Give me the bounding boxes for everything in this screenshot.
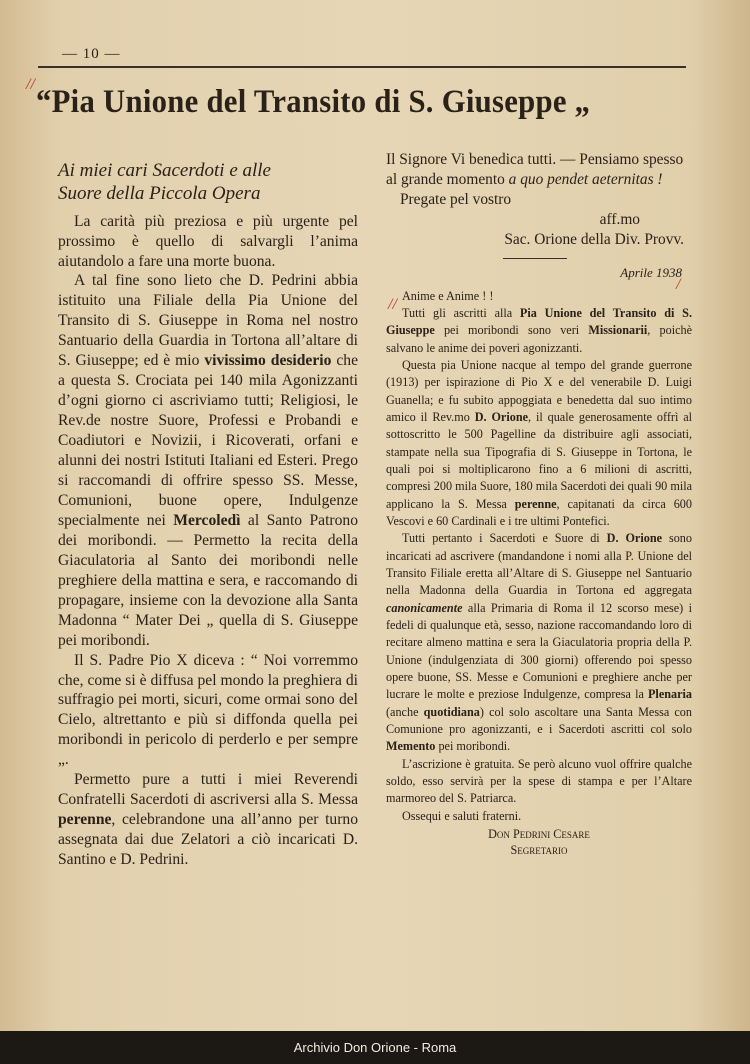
text-run: alla Primaria di Roma il 12 scorso mese) i fedeli di qualunque età, sesso, nazione raccomandando loro di recitare almeno mattina e sera la Giaculatoria propria della P. Unione (indulgenziata di 300 giorni) offerendo poi spesso opere buone, SS. Messe e Comunioni e preghiere anche per lucrare le molte e preziose Indulgenze, compresa la [386, 600, 692, 702]
blessing-text [386, 150, 692, 190]
text-run: che a questa S. Crociata pei 140 mila Agonizzanti d’ogni giorno ci ascriviamo tutti; Religiosi, le Rev.de nostre Suore, Professi e Probandi e Coadiutori e Novizii, i Ricoverati, orfani e alunni dei nostri Istituti Italiani ed Esteri. Prego si raccomandi di offrire spesso SS. Messe, Comunioni, buone opere, Indulgenze specialmente nei [58, 352, 358, 529]
margin-mark-icon: / [676, 276, 681, 293]
letter-body [58, 212, 358, 870]
margin-mark-icon: // [26, 76, 35, 93]
header-rule [38, 66, 686, 68]
text-run: canonicamente [386, 600, 463, 615]
text-run: (anche [386, 704, 424, 719]
article-paragraph [386, 288, 692, 305]
text-run: perenne [58, 811, 112, 829]
greeting-line-2: Suore della Piccola Opera [58, 182, 261, 204]
greeting-line-1: Ai miei cari Sacerdoti e alle [58, 160, 271, 181]
text-run: Ossequi e saluti fraterni. [402, 808, 522, 823]
blessing-text-latin: a quo pendet aeternitas ! [508, 171, 663, 189]
text-run: ) col solo ascoltare una Santa Messa con Comunione pro agonizzanti, e i Sacerdoti ascritti col solo [386, 704, 692, 736]
article-paragraph [386, 756, 692, 808]
text-run: al Santo Patrono dei moribondi. — Permetto la recita della Giaculatoria al Santo dei moribondi nelle preghiere della mattina e sera, e raccomando di propagare, insieme con la devozione alla Santa Madonna “ Mater Dei „ quella di S. Giuseppe pei moribondi. [58, 511, 358, 649]
pregate-line: Pregate pel vostro [400, 191, 512, 209]
left-column [58, 160, 358, 870]
letter-paragraph [58, 271, 358, 650]
archive-footer: Archivio Don Orione - Roma [0, 1031, 750, 1064]
letter-paragraph [58, 651, 358, 771]
letter-paragraph [58, 212, 358, 272]
text-run: Plenaria [647, 687, 692, 702]
text-run: sono incaricati ad ascrivere (mandandone i nomi alla P. Unione del Transito Filiale eretta all’Altare di S. Giuseppe nel Santuario nella Madonna della Guardia in Tortona ed aggregata [386, 531, 692, 598]
text-run: , capitanati da circa 600 Vescovi e 60 Cardinali e i tre ultimi Pontefici. [386, 496, 692, 528]
article-paragraphs [386, 288, 692, 825]
text-run: vivissimo desiderio [204, 352, 332, 370]
article-paragraph [386, 530, 692, 755]
text-run: D. Orione [606, 531, 663, 546]
letter-paragraph [58, 770, 358, 870]
article-paragraph [386, 357, 692, 530]
page-number: — 10 — [62, 46, 121, 62]
affmo-line: aff.mo [599, 211, 640, 229]
text-run: La carità più preziosa e più urgente pel prossimo è quello di salvargli l’anima aiutandolo a fare una morte buona. [58, 212, 358, 270]
text-run: , poichè salvano le anime dei poveri agonizzanti. [386, 323, 692, 355]
text-run: Il S. Padre Pio X diceva : “ Noi vorremmo che, come si è diffusa pel mondo la preghiera di suffragio pei morti, sicuri, come ormai sono del Cielo, altrettanto e più si diffonda quella pei moribondi in pericolo di perderlo e per sempre „. [58, 651, 358, 769]
text-run: L’ascrizione è gratuita. Se però alcuno vuol offrire qualche soldo, esso servirà per la spese di stampa e per l’Altare marmoreo del S. Patriarca. [386, 756, 692, 806]
article-date: Aprile 1938 [620, 265, 682, 281]
text-run: Tutti pertanto i Sacerdoti e Suore di [402, 531, 607, 546]
letter-signature: Sac. Orione della Div. Provv. [504, 231, 684, 249]
greeting-heading [58, 160, 358, 206]
text-run: pei moribondi sono veri [434, 323, 589, 338]
text-run: A tal fine sono lieto che D. Pedrini abbia istituito una Filiale della Pia Unione del Transito di S. Giuseppe in Roma nel nostro Santuario della Guardia in Tortona all’altare di S. Giuseppe; ed è mio [58, 272, 358, 370]
blessing-block [386, 150, 692, 250]
text-run: , celebrandone una all’anno per turno assegnata dai due Zelatori a ciò incaricati D. Santino e D. Pedrini. [58, 811, 358, 869]
article-paragraph [386, 305, 692, 357]
signoff-name: Don Pedrini Cesare [488, 826, 590, 841]
text-run: Pia Unione del Transito di S. Giuseppe [386, 306, 692, 338]
page-title: “Pia Unione del Transito di S. Giuseppe „ [36, 84, 591, 120]
text-run: , il quale generosamente offrì al sottoscritto le 500 Pagelline da distribuire agli associati, stampate nella sua Tipografia di S. Giuseppe in Tortona, le quali poi si moltiplicarono fino a 6 milioni di ascritti, compresi 200 mila Suore, 180 mila Sacerdoti dei quali 90 mila applicano la S. Messa [386, 410, 693, 511]
separator-rule [503, 258, 567, 259]
signoff-role: Segretario [510, 842, 568, 857]
text-run: pei moribondi. [435, 739, 511, 754]
article-body [386, 288, 692, 859]
text-run: Anime e Anime ! ! [402, 288, 494, 303]
text-run: Permetto pure a tutti i miei Reverendi Confratelli Sacerdoti di ascriversi alla S. Messa [58, 771, 358, 809]
text-run: Memento [386, 739, 436, 754]
text-run: D. Orione [474, 410, 529, 424]
article-paragraph [386, 808, 692, 825]
text-run: perenne [514, 496, 557, 511]
right-column [386, 150, 692, 859]
text-run: Missionarii [588, 323, 648, 338]
margin-mark-icon: // [388, 296, 397, 313]
blessing-text-main: Il Signore Vi benedica tutti. — Pensiamo spesso al grande momento [386, 151, 684, 189]
text-run: Tutti gli ascritti alla [402, 306, 520, 321]
text-run: quotidiana [423, 704, 480, 719]
text-run: Mercoledì [173, 511, 241, 529]
text-run: Questa pia Unione nacque al tempo del grande guerrone (1913) per ispirazione di Pio X e del venerabile D. Luigi Guanella; e fu subito appoggiata e benedetta dal suo intimo amico il Rev.mo [386, 358, 692, 424]
